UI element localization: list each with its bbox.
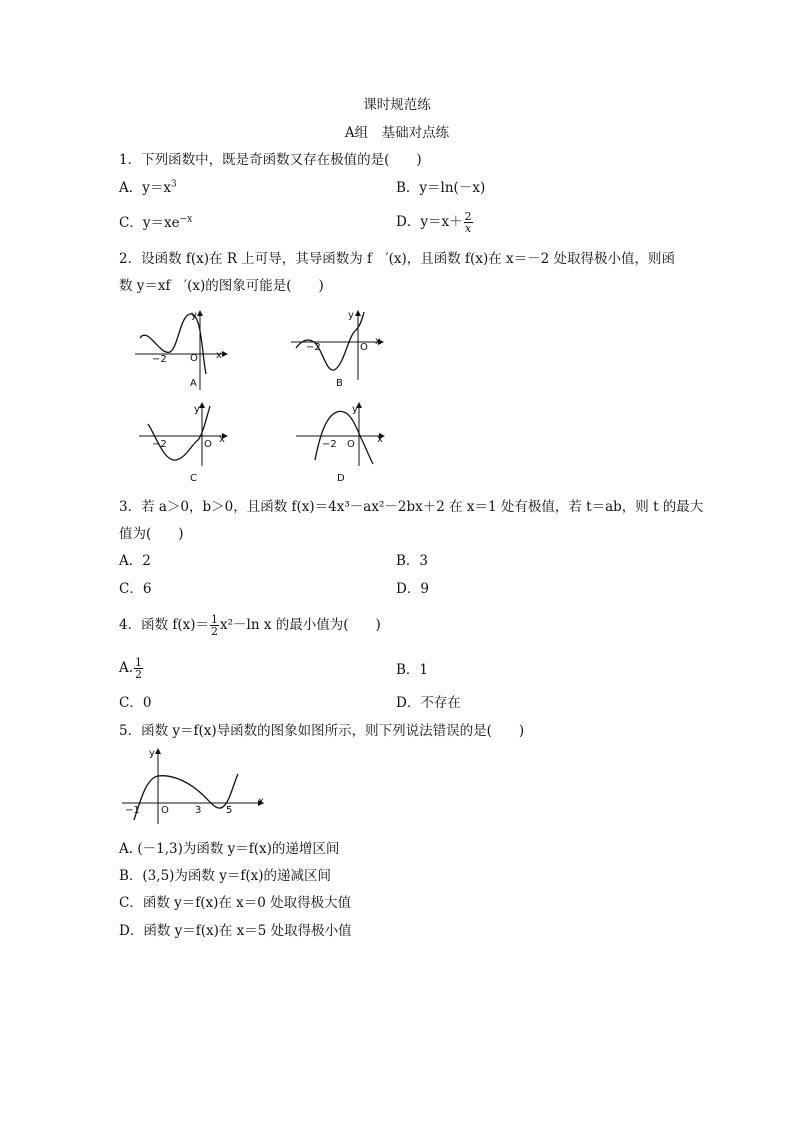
q1-option-d: D．y＝x＋ $\frac{2}{x}$ (396, 210, 472, 235)
q1-option-b: B．y＝ln(－x) (396, 180, 486, 196)
q2-b-y-label: y (348, 310, 354, 321)
q5-stem: 5．函数 y＝f(x)导函数的图象如图所示，则下列说法错误的是( ) (119, 723, 525, 739)
q2-graph-a (130, 308, 230, 393)
q1-stem: 1．下列函数中，既是奇函数又存在极值的是( ) (119, 152, 422, 168)
q2-a-tick: −2 (152, 354, 167, 365)
q1-option-c: C．$y=xe^{-x}$ (119, 214, 193, 231)
page-title: 课时规范练 (363, 97, 431, 113)
q3-option-a: A．2 (119, 553, 151, 569)
q2-a-x-label: x (216, 350, 222, 361)
q3-option-c: C．6 (119, 581, 152, 597)
q2-b-label: B (336, 378, 343, 389)
q2-line1: 2．设函数 f(x)在 R 上可导，其导函数为 f ′(x)，且函数 f(x)在 x＝－2 处取得极小值，则函 (119, 251, 675, 267)
q5-tick-5: 5 (226, 805, 233, 816)
q4-option-a: A. $\frac{1}{2}$ (119, 656, 143, 681)
q2-b-x-label: x (375, 336, 381, 347)
q2-a-origin: O (190, 353, 198, 364)
q5-option-d: D．函数 y＝f(x)在 x＝5 处取得极小值 (119, 923, 352, 939)
q5-x-label: x (258, 796, 264, 807)
q2-d-label: D (337, 473, 345, 484)
q2-c-tick: −2 (152, 439, 167, 450)
q2-a-label: A (190, 378, 197, 389)
fraction: $\frac{2}{x}$ (464, 210, 472, 235)
q5-graph (118, 746, 268, 826)
q2-b-tick: −2 (306, 342, 321, 353)
q5-tick-3: 3 (195, 805, 202, 816)
q5-option-c: C．函数 y＝f(x)在 x＝0 处取得极大值 (119, 895, 352, 911)
q4-option-d: D．不存在 (396, 695, 461, 711)
q2-d-y-label: y (352, 404, 358, 415)
q3-option-d: D．9 (396, 581, 429, 597)
q1-option-a: A．$y=x^3$ (119, 179, 177, 196)
q5-option-a: A. (－1,3)为函数 y＝f(x)的递增区间 (119, 841, 340, 857)
q2-d-tick: −2 (322, 439, 337, 450)
q2-c-y-label: y (194, 404, 200, 415)
q5-tick-m1: −1 (125, 805, 140, 816)
q5-option-b: B．(3,5)为函数 y＝f(x)的递减区间 (119, 868, 331, 884)
section-heading: A组 基础对点练 (344, 125, 450, 141)
q2-b-origin: O (360, 342, 368, 353)
q2-d-x-label: x (377, 434, 383, 445)
q2-a-y-label: y (191, 310, 197, 321)
q2-c-origin: O (204, 439, 212, 450)
q5-origin: O (161, 805, 169, 816)
q5-y-label: y (149, 748, 155, 759)
q3-line2: 值为( ) (119, 526, 184, 542)
q2-line2: 数 y＝xf ′(x)的图象可能是( ) (119, 278, 324, 294)
q3-line1: 3．若 a＞0，b＞0，且函数 f(x)＝4x³－ax²－2bx＋2 在 x＝1 处有极值，若 t＝ab，则 t 的最大 (119, 499, 704, 515)
q4-option-b: B．1 (396, 662, 429, 678)
fraction: $\frac{1}{2}$ (135, 656, 143, 681)
fraction: $\frac{1}{2}$ (211, 613, 219, 638)
q4-option-c: C．0 (119, 695, 152, 711)
q2-c-label: C (190, 473, 197, 484)
q3-option-b: B．3 (396, 553, 429, 569)
q2-c-x-label: x (219, 434, 225, 445)
q4-stem: 4．函数 f(x)＝ $\frac{1}{2}$ x²－ln x 的最小值为( ) (119, 613, 381, 638)
q2-d-origin: O (347, 439, 355, 450)
